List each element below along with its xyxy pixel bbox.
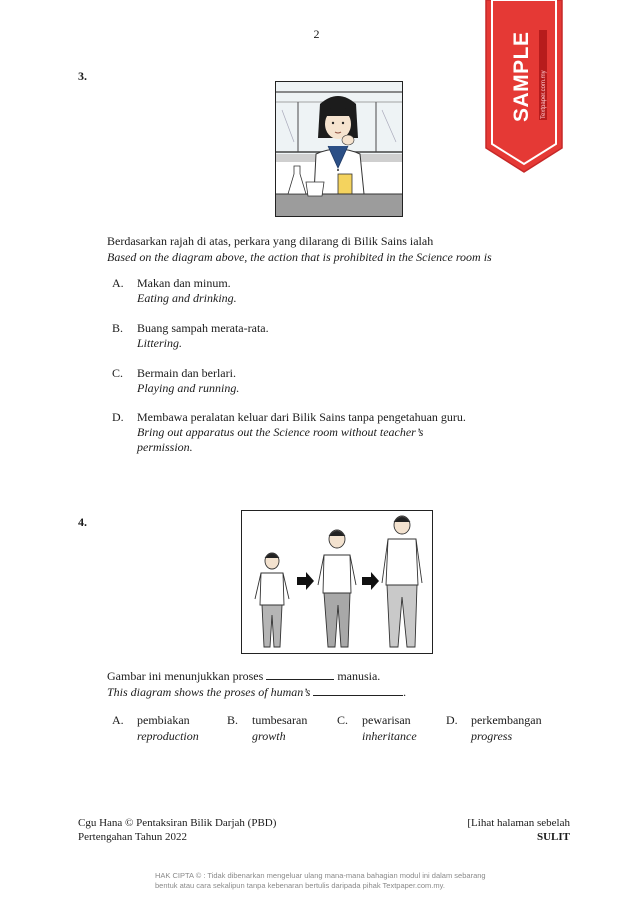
option-text-en: reproduction (137, 729, 199, 743)
child-figure (255, 553, 289, 647)
option-text-en: Playing and running. (137, 381, 240, 395)
sample-badge-text: SAMPLE (510, 31, 533, 122)
option-text-ms: Buang sampah merata-rata. (137, 321, 269, 335)
answer-blank-ms (266, 669, 334, 680)
option-text-ms: pewarisan (362, 713, 411, 727)
question-4-stem (107, 668, 547, 700)
option-text-ms: Membawa peralatan keluar dari Bilik Sains tanpa pengetahuan guru. (137, 410, 466, 424)
option-letter: C. (112, 366, 124, 380)
option-text-ms: perkembangan (471, 713, 542, 727)
option-letter: A. (112, 276, 124, 290)
copyright-notice (155, 871, 515, 891)
option-text-ms: pembiakan (137, 713, 190, 727)
footer-term: Pertengahan Tahun 2022 (78, 831, 188, 843)
question-3-number: 3. (78, 69, 87, 83)
option-text-ms: Bermain dan berlari. (137, 366, 236, 380)
question-4-option-b[interactable] (227, 712, 332, 744)
question-3-option-d[interactable] (112, 410, 532, 458)
copyright-line-1: HAK CIPTA © : Tidak dibenarkan mengeluar ulang mana-mana bahagian modul ini dalam sebarang (155, 871, 486, 880)
adult-figure (382, 516, 422, 647)
question-3-option-b[interactable] (112, 321, 532, 353)
question-4-option-a[interactable] (112, 712, 222, 744)
option-text-en: Eating and drinking. (137, 291, 237, 305)
footer-right (400, 816, 570, 844)
question-4-stem-ms-post: manusia. (337, 669, 381, 683)
question-4-number: 4. (78, 515, 87, 529)
option-text-en: Bring out apparatus out the Science room without teacher’s permission. (137, 425, 424, 454)
option-letter: B. (227, 713, 239, 727)
question-3-stem-ms: Berdasarkan rajah di atas, perkara yang dilarang di Bilik Sains ialah (107, 234, 434, 248)
option-text-en: Littering. (137, 336, 183, 350)
footer-author: Cgu Hana © Pentaksiran Bilik Darjah (PBD) (78, 817, 277, 829)
question-4-stem-en-post: . (403, 685, 407, 699)
copyright-line-2: bentuk atau cara sekalipun tanpa kebenaran bertulis daripada pihak Textpaper.com.my. (155, 881, 445, 890)
option-letter: A. (112, 713, 124, 727)
question-3-option-a[interactable] (112, 276, 532, 308)
question-4-option-d[interactable] (446, 712, 566, 744)
option-letter: B. (112, 321, 124, 335)
question-3-stem-en: Based on the diagram above, the action that is prohibited in the Science room is (107, 250, 492, 264)
sample-badge (484, 0, 564, 175)
footer-left (78, 816, 338, 844)
option-letter: D. (112, 410, 124, 424)
answer-blank-en (313, 685, 403, 696)
option-letter: C. (337, 713, 349, 727)
question-4-option-c[interactable] (337, 712, 442, 744)
teen-figure (318, 530, 356, 647)
sample-badge-subtext: Textpaper.com.my (541, 70, 547, 119)
question-4-stem-en-pre: This diagram shows the proses of human’s (107, 685, 311, 699)
question-4-stem-ms-pre: Gambar ini menunjukkan proses (107, 669, 264, 683)
option-text-en: inheritance (362, 729, 417, 743)
option-text-en: progress (471, 729, 513, 743)
page-number: 2 (313, 27, 320, 41)
option-text-ms: Makan dan minum. (137, 276, 231, 290)
question-3-option-c[interactable] (112, 366, 532, 398)
footer-next-page: [Lihat halaman sebelah (467, 817, 570, 829)
option-letter: D. (446, 713, 458, 727)
option-text-en: growth (252, 729, 286, 743)
footer-classification: SULIT (536, 831, 570, 843)
science-room-illustration (275, 81, 403, 217)
option-text-ms: tumbesaran (252, 713, 308, 727)
question-3-stem (107, 233, 567, 265)
human-growth-illustration (241, 510, 433, 654)
